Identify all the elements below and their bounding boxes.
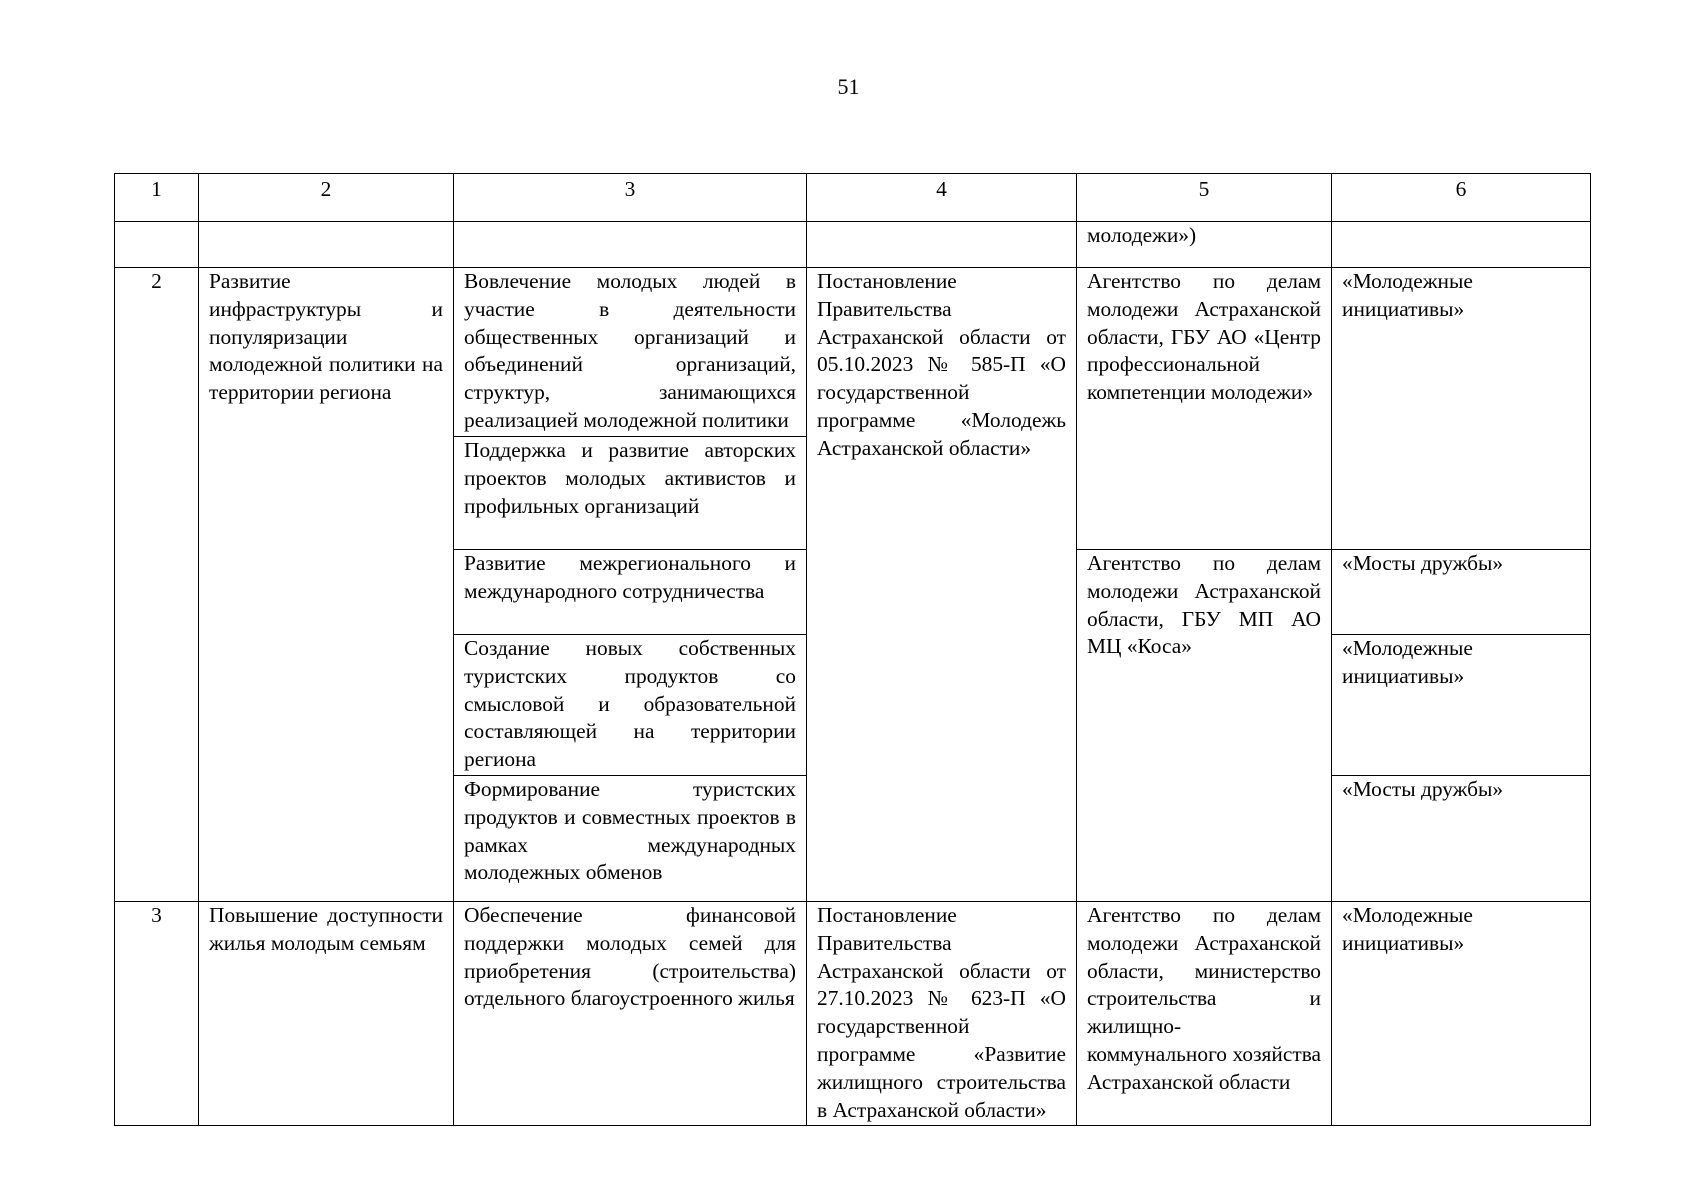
project-cell: «Мосты дружбы» — [1332, 550, 1591, 635]
program-table — [114, 173, 1591, 1126]
continuation-row — [115, 222, 1591, 268]
legal-document-cell: Постановление Правительства Астраханской области от 05.10.2023 № 585-П «О государственной программе «Молодежь Астраханской области» — [807, 268, 1077, 902]
row-number: 3 — [115, 902, 199, 1126]
column-number: 2 — [199, 174, 454, 222]
responsible-cell: Агентство по делам молодежи Астраханской области, министерство строительства и жилищно-коммунального хозяйства Астраханской области — [1077, 902, 1332, 1126]
empty-cell — [454, 222, 807, 268]
measure-cell: Развитие межрегионального и международного сотрудничества — [454, 550, 807, 635]
empty-cell — [115, 222, 199, 268]
task-cell: Развитие инфраструктуры и популяризации молодежной политики на территории региона — [199, 268, 454, 902]
column-number: 3 — [454, 174, 807, 222]
measure-cell: Вовлечение молодых людей в участие в деятельности общественных организаций и объединений организаций, структур, занимающихся реализацией молодежной политики — [454, 268, 807, 437]
column-number-row — [115, 174, 1591, 222]
empty-cell — [807, 222, 1077, 268]
column-number: 4 — [807, 174, 1077, 222]
column-number: 6 — [1332, 174, 1591, 222]
empty-cell — [1332, 222, 1591, 268]
responsible-cell: Агентство по делам молодежи Астраханской области, ГБУ МП АО МЦ «Коса» — [1077, 550, 1332, 902]
measure-cell: Поддержка и развитие авторских проектов молодых активистов и профильных организаций — [454, 437, 807, 550]
project-cell: «Молодежные инициативы» — [1332, 635, 1591, 776]
project-cell: «Мосты дружбы» — [1332, 776, 1591, 902]
row-number: 2 — [115, 268, 199, 902]
column-number: 1 — [115, 174, 199, 222]
measure-cell: Создание новых собственных туристских продуктов со смысловой и образовательной составляющей на территории региона — [454, 635, 807, 776]
legal-document-cell: Постановление Правительства Астраханской области от 27.10.2023 № 623-П «О государственной программе «Развитие жилищного строительства в Астраханской области» — [807, 902, 1077, 1126]
measure-cell: Формирование туристских продуктов и совместных проектов в рамках международных молодежных обменов — [454, 776, 807, 902]
empty-cell — [199, 222, 454, 268]
page-number: 51 — [837, 74, 860, 99]
column-number: 5 — [1077, 174, 1332, 222]
task-cell: Повышение доступности жилья молодым семьям — [199, 902, 454, 1126]
responsible-cell: молодежи») — [1077, 222, 1332, 268]
project-cell: «Молодежные инициативы» — [1332, 902, 1591, 1126]
table-row — [115, 268, 1591, 437]
table-row — [115, 902, 1591, 1126]
project-cell: «Молодежные инициативы» — [1332, 268, 1591, 550]
measure-cell: Обеспечение финансовой поддержки молодых семей для приобретения (строительства) отдельного благоустроенного жилья — [454, 902, 807, 1126]
responsible-cell: Агентство по делам молодежи Астраханской области, ГБУ АО «Центр профессиональной компетенции молодежи» — [1077, 268, 1332, 550]
